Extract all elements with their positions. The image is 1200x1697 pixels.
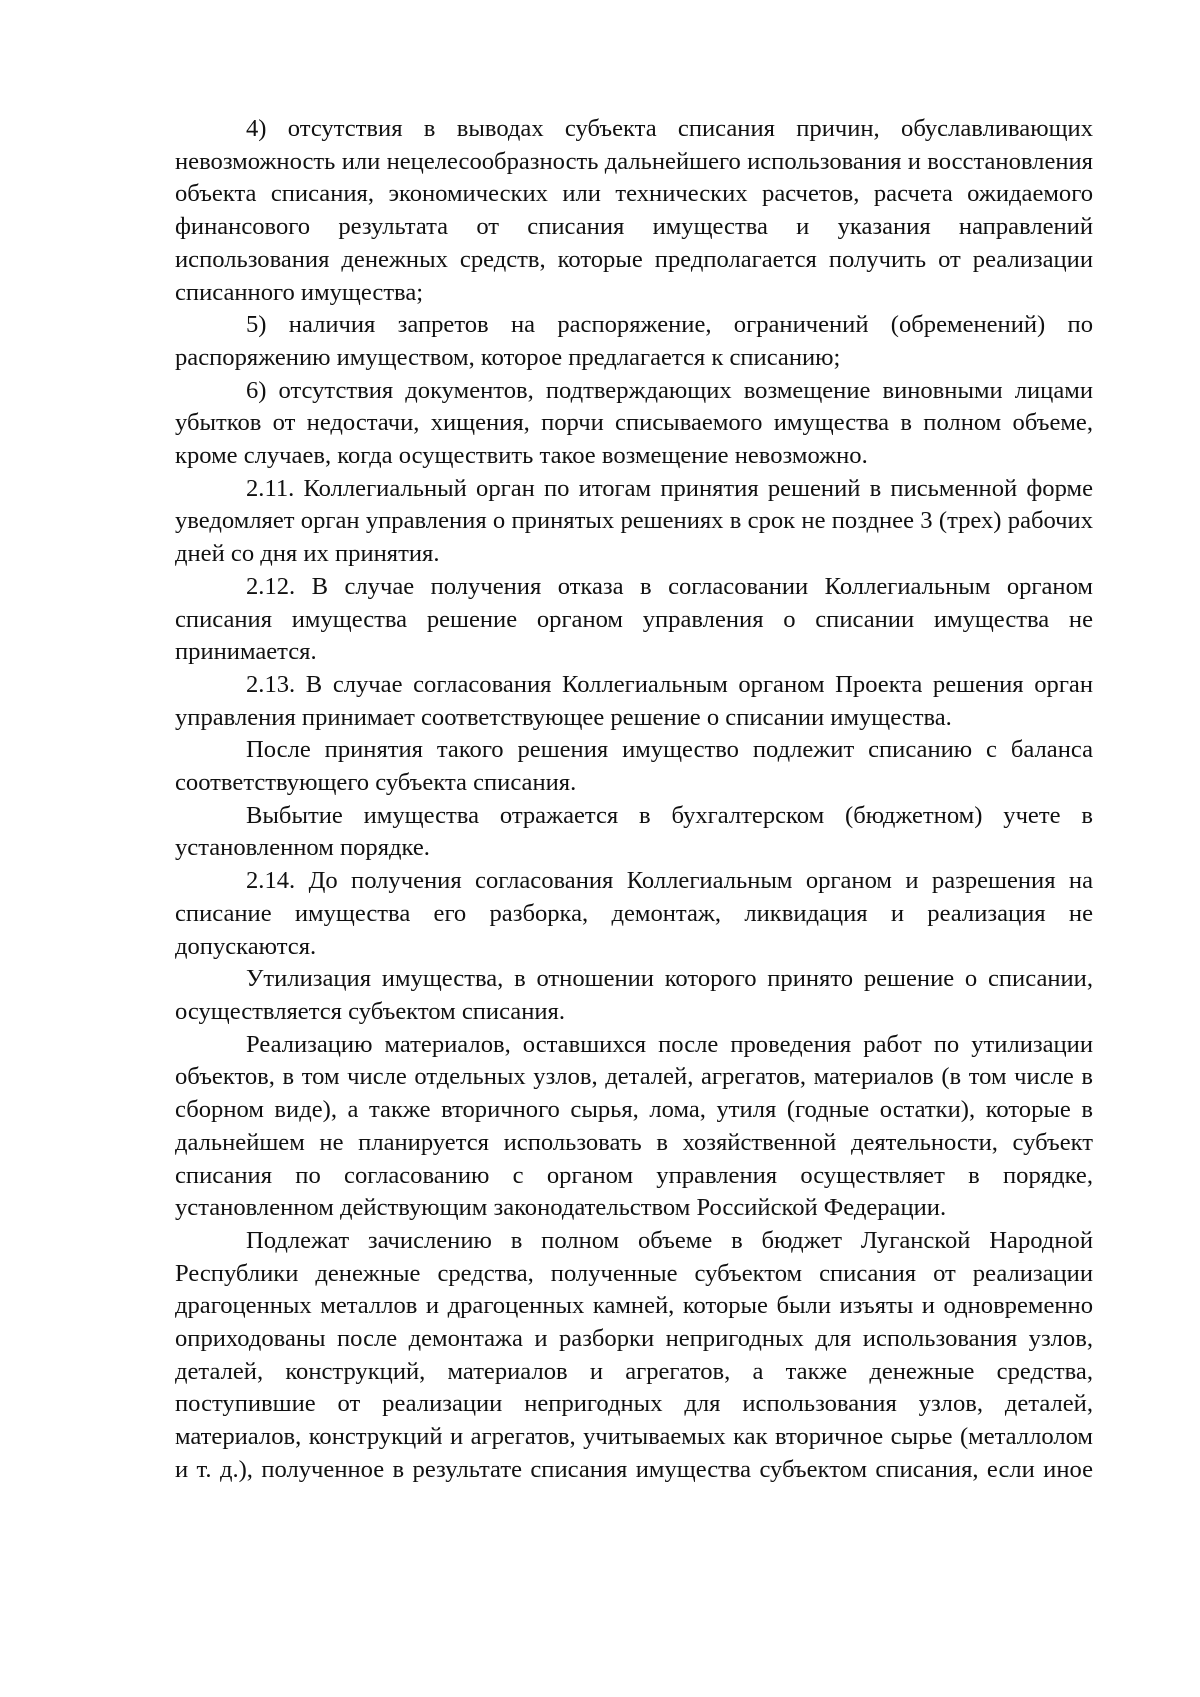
- paragraph-utilization: Утилизация имущества, в отношении которого принято решение о списании, осуществляется субъектом списания.: [175, 965, 1093, 1025]
- paragraph-2-11: 2.11. Коллегиальный орган по итогам принятия решений в письменной форме уведомляет орган управления о принятых решениях в срок не позднее 3 (трех) рабочих дней со дня их принятия.: [175, 474, 1093, 568]
- paragraph-item-6: 6) отсутствия документов, подтверждающих возмещение виновными лицами убытков от недостачи, хищения, порчи списываемого имущества в полном объеме, кроме случаев, когда осуществить такое возмещение невозможно.: [175, 376, 1093, 470]
- document-page: [175, 113, 1093, 1487]
- paragraph-disposal-accounting: Выбытие имущества отражается в бухгалтерском (бюджетном) учете в установленном порядке.: [175, 801, 1093, 862]
- paragraph-2-14: 2.14. До получения согласования Коллегиальным органом и разрешения на списание имущества его разборка, демонтаж, ликвидация и реализация не допускаются.: [175, 867, 1093, 960]
- paragraph-2-12: 2.12. В случае получения отказа в согласовании Коллегиальным органом списания имущества решение органом управления о списании имущества не принимается.: [175, 572, 1093, 666]
- paragraph-item-4: 4) отсутствия в выводах субъекта списания причин, обуславливающих невозможность или нецелесообразность дальнейшего использования и восстановления объекта списания, экономических или технических расчетов, расчета ожидаемого финансового результата от списания имущества и указания направлений использования денежных средств, которые предполагается получить от реализации списанного имущества;: [175, 115, 1093, 306]
- paragraph-budget-transfer: Подлежат зачислению в полном объеме в бюджет Луганской Народной Республики денежные средства, полученные субъектом списания от реализации драгоценных металлов и драгоценных камней, которые были изъяты и одновременно оприходованы после демонтажа и разборки непригодных для использования узлов, деталей, конструкций, материалов и агрегатов, а также денежные средства, поступившие от реализации непригодных для использования узлов, деталей, материалов, конструкций и агрегатов, учитываемых как вторичное сырье (металлолом и т. д.), полученное в результате списания имущества субъектом списания, если иное: [175, 1226, 1093, 1483]
- paragraph-2-13: 2.13. В случае согласования Коллегиальным органом Проекта решения орган управления принимает соответствующее решение о списании имущества.: [175, 670, 1093, 731]
- paragraph-item-5: 5) наличия запретов на распоряжение, ограничений (обременений) по распоряжению имуществом, которое предлагается к списанию;: [175, 311, 1093, 371]
- paragraph-after-decision: После принятия такого решения имущество подлежит списанию с баланса соответствующего субъекта списания.: [175, 736, 1093, 797]
- paragraph-materials-sale: Реализацию материалов, оставшихся после проведения работ по утилизации объектов, в том числе отдельных узлов, деталей, агрегатов, материалов (в том числе в сборном виде), а также вторичного сырья, лома, утиля (годные остатки), которые в дальнейшем не планируется использовать в хозяйственной деятельности, субъект списания по согласованию с органом управления осуществляет в порядке, установленном действующим законодательством Российской Федерации.: [175, 1030, 1093, 1222]
